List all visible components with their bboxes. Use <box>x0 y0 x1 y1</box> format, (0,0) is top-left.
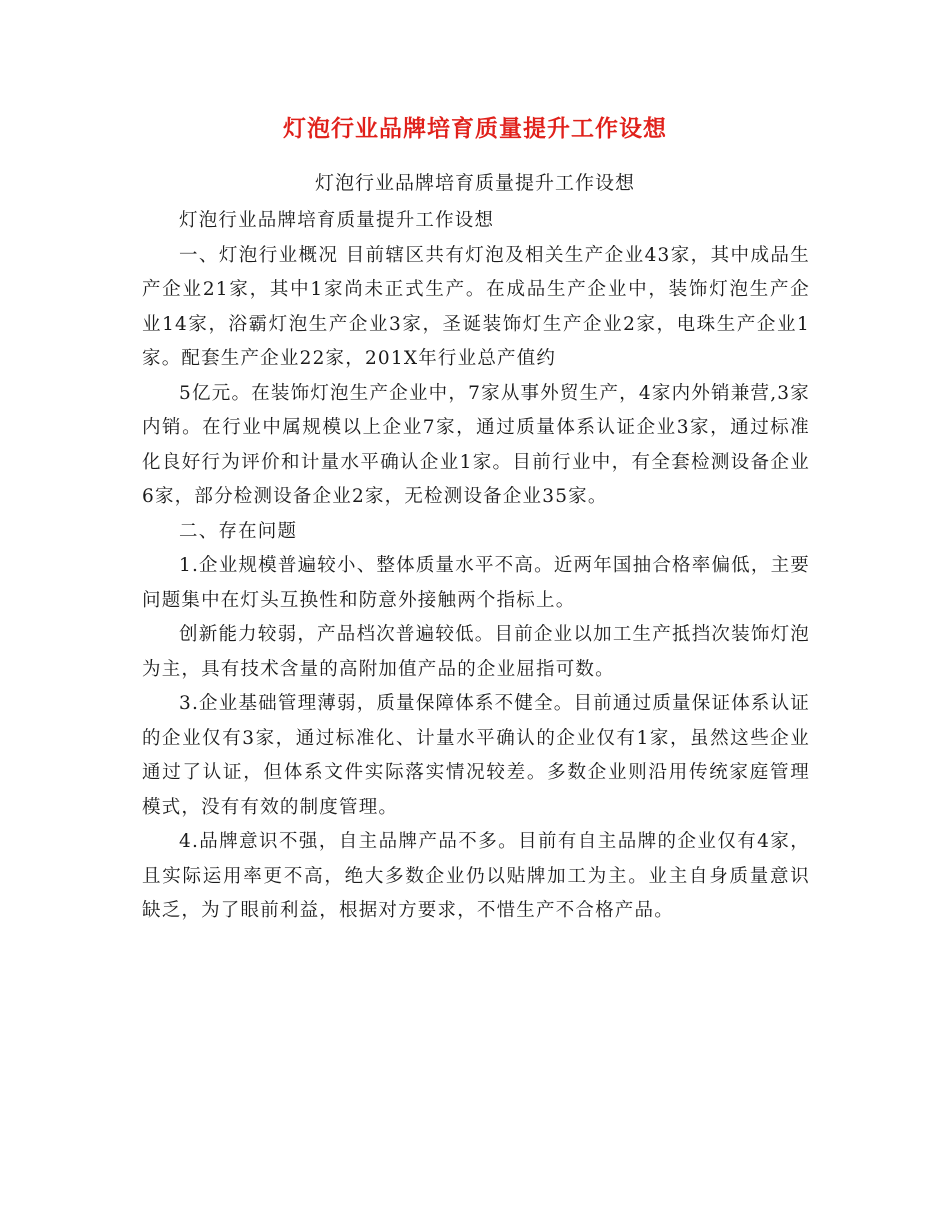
document-title: 灯泡行业品牌培育质量提升工作设想 <box>283 115 667 142</box>
paragraph-problem-3: 3.企业基础管理薄弱，质量保障体系不健全。目前通过质量保证体系认证的企业仅有3家，通过标准化、计量水平确认的企业仅有1家，虽然这些企业通过了认证，但体系文件实际落实情况较差。多数企业则沿用传统家庭管理模式，没有有效的制度管理。 <box>142 693 810 818</box>
paragraph-heading-repeat: 灯泡行业品牌培育质量提升工作设想 <box>179 210 495 231</box>
document-body <box>142 204 810 929</box>
paragraph-overview-continued: 5亿元。在装饰灯泡生产企业中，7家从事外贸生产，4家内外销兼营,3家内销。在行业中属规模以上企业7家，通过质量体系认证企业3家，通过标准化良好行为评价和计量水平确认企业1家。目前行业中，有全套检测设备企业6家，部分检测设备企业2家，无检测设备企业35家。 <box>142 382 810 507</box>
section-heading-problems: 二、存在问题 <box>179 520 298 542</box>
paragraph-overview: 一、灯泡行业概况 目前辖区共有灯泡及相关生产企业43家，其中成品生产企业21家，其中1家尚未正式生产。在成品生产企业中，装饰灯泡生产企业14家，浴霸灯泡生产企业3家，圣诞装饰灯生产企业2家，电珠生产企业1家。配套生产企业22家，201X年行业总产值约 <box>142 244 810 369</box>
paragraph-problem-4: 4.品牌意识不强，自主品牌产品不多。目前有自主品牌的企业仅有4家，且实际运用率更不高，绝大多数企业仍以贴牌加工为主。业主自身质量意识缺乏，为了眼前利益，根据对方要求，不惜生产不合格产品。 <box>142 831 810 921</box>
paragraph-problem-1: 1.企业规模普遍较小、整体质量水平不高。近两年国抽合格率偏低，主要问题集中在灯头互换性和防意外接触两个指标上。 <box>142 555 810 611</box>
document-subtitle: 灯泡行业品牌培育质量提升工作设想 <box>314 172 635 194</box>
paragraph-problem-2: 创新能力较弱，产品档次普遍较低。目前企业以加工生产抵挡次装饰灯泡为主，具有技术含量的高附加值产品的企业屈指可数。 <box>142 624 810 680</box>
